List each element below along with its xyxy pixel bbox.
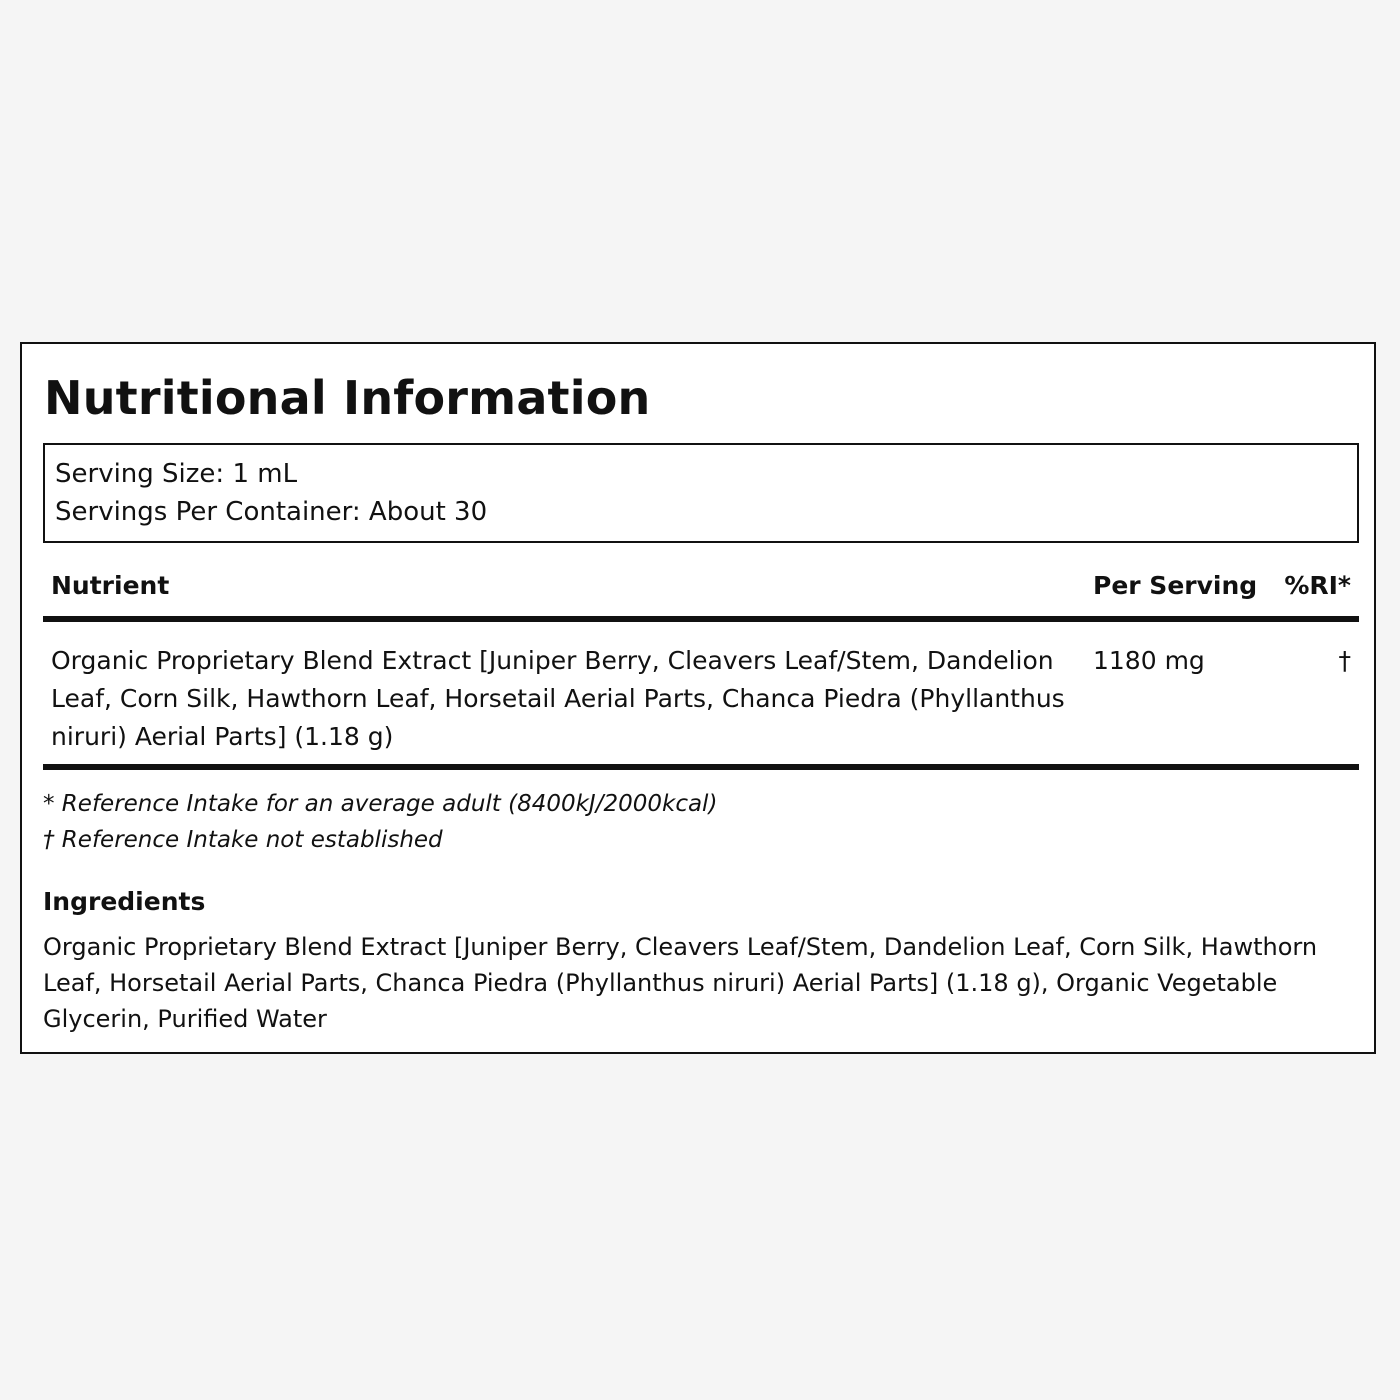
servings-per-container: Servings Per Container: About 30 [55, 497, 488, 527]
table-row [43, 619, 1359, 767]
header-nutrient: Nutrient [43, 566, 1085, 619]
nutrient-name: Organic Proprietary Blend Extract [Juniper Berry, Cleavers Leaf/Stem, Dandelion Leaf, Corn Silk, Hawthorn Leaf, Horsetail Aerial Parts, Chanca Piedra (Phyllanthus niruri) Aerial Parts] (1.18 g) [43, 619, 1085, 767]
nutrient-table [43, 566, 1359, 770]
serving-size: Serving Size: 1 mL [55, 459, 298, 489]
ingredients-heading: Ingredients [43, 887, 206, 916]
header-ri: %RI* [1243, 566, 1359, 619]
table-header-row [43, 566, 1359, 619]
nutrient-ri: † [1243, 619, 1359, 767]
header-per-serving: Per Serving [1085, 566, 1243, 619]
footnote-not-established: † Reference Intake not established [43, 827, 443, 853]
ingredients-text: Organic Proprietary Blend Extract [Juniper Berry, Cleavers Leaf/Stem, Dandelion Leaf, Corn Silk, Hawthorn Leaf, Horsetail Aerial Parts, Chanca Piedra (Phyllanthus niruri) Aerial Parts] (1.18 g), Organic Vegetable Glycerin, Purified Water [43, 933, 1318, 1033]
footnotes [43, 786, 717, 858]
nutrition-panel [20, 342, 1376, 1054]
footnote-reference-intake: * Reference Intake for an average adult (8400kJ/2000kcal) [43, 791, 718, 817]
nutrient-per-serving: 1180 mg [1085, 619, 1243, 767]
panel-title: Nutritional Information [44, 371, 651, 425]
serving-info-box [43, 443, 1359, 543]
